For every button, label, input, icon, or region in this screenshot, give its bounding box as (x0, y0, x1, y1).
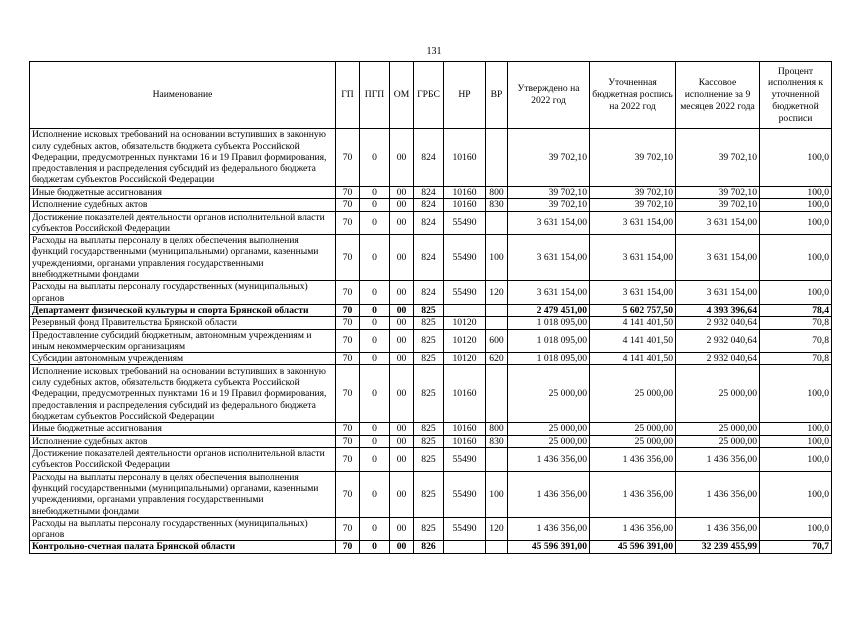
cell-refined: 39 702,10 (590, 199, 676, 211)
cell-grbs: 824 (414, 129, 444, 187)
cell-nr: 10120 (444, 317, 486, 329)
cell-om: 00 (390, 448, 414, 472)
cell-ppgp: 0 (360, 199, 390, 211)
header-cash: Кассовое исполнение за 9 месяцев 2022 года (676, 62, 760, 129)
cell-cash: 1 436 356,00 (676, 448, 760, 472)
cell-gp: 70 (336, 329, 360, 353)
cell-ppgp: 0 (360, 235, 390, 281)
cell-gp: 70 (336, 365, 360, 423)
cell-cash: 4 393 396,64 (676, 304, 760, 316)
cell-gp: 70 (336, 281, 360, 305)
cell-gp: 70 (336, 448, 360, 472)
cell-gp: 70 (336, 235, 360, 281)
cell-nr: 55490 (444, 517, 486, 541)
cell-name: Расходы на выплаты персоналу в целях обеспечения выполнения функций государственными (муниципальными) органами, казенными учреждениями, органами управления государственными внебюджетными фондами (30, 471, 336, 517)
cell-percent: 100,0 (760, 187, 832, 199)
cell-vr (486, 211, 508, 235)
header-om: ОМ (390, 62, 414, 129)
cell-om: 00 (390, 423, 414, 435)
cell-om: 00 (390, 353, 414, 365)
cell-approved: 1 018 095,00 (508, 353, 590, 365)
cell-approved: 3 631 154,00 (508, 281, 590, 305)
cell-gp: 70 (336, 353, 360, 365)
table-row (30, 448, 832, 472)
cell-gp: 70 (336, 129, 360, 187)
cell-grbs: 824 (414, 187, 444, 199)
cell-nr: 55490 (444, 471, 486, 517)
cell-nr: 10160 (444, 187, 486, 199)
cell-refined: 45 596 391,00 (590, 541, 676, 553)
cell-nr: 10160 (444, 435, 486, 447)
cell-approved: 2 479 451,00 (508, 304, 590, 316)
cell-grbs: 825 (414, 448, 444, 472)
header-gp: ГП (336, 62, 360, 129)
cell-cash: 25 000,00 (676, 435, 760, 447)
cell-grbs: 825 (414, 329, 444, 353)
cell-grbs: 824 (414, 281, 444, 305)
cell-om: 00 (390, 129, 414, 187)
cell-vr: 120 (486, 281, 508, 305)
cell-grbs: 825 (414, 304, 444, 316)
cell-approved: 45 596 391,00 (508, 541, 590, 553)
cell-name: Исполнение исковых требований на основании вступивших в законную силу судебных актов, обязательств бюджета субъекта Российской Федерации, предусмотренных пунктами 16 и 19 Правил формирования, предоставления и распределения субсидий из федерального бюджета бюджетам субъектов Российской Федерации (30, 129, 336, 187)
cell-cash: 25 000,00 (676, 365, 760, 423)
cell-nr: 10160 (444, 129, 486, 187)
header-name: Наименование (30, 62, 336, 129)
cell-refined: 25 000,00 (590, 365, 676, 423)
cell-gp: 70 (336, 517, 360, 541)
cell-percent: 70,8 (760, 353, 832, 365)
cell-vr: 830 (486, 199, 508, 211)
cell-grbs: 824 (414, 235, 444, 281)
cell-percent: 100,0 (760, 211, 832, 235)
cell-grbs: 824 (414, 199, 444, 211)
cell-cash: 3 631 154,00 (676, 211, 760, 235)
cell-name: Исполнение судебных актов (30, 199, 336, 211)
cell-name: Достижение показателей деятельности органов исполнительной власти субъектов Российской Федерации (30, 448, 336, 472)
cell-vr: 100 (486, 235, 508, 281)
cell-om: 00 (390, 304, 414, 316)
cell-ppgp: 0 (360, 281, 390, 305)
cell-refined: 39 702,10 (590, 187, 676, 199)
table-header-row (30, 62, 832, 129)
table-row (30, 329, 832, 353)
cell-om: 00 (390, 517, 414, 541)
cell-refined: 4 141 401,50 (590, 353, 676, 365)
table-row-department (30, 304, 832, 316)
cell-ppgp: 0 (360, 517, 390, 541)
cell-ppgp: 0 (360, 187, 390, 199)
header-percent: Процент исполнения к уточненной бюджетной росписи (760, 62, 832, 129)
table-row (30, 199, 832, 211)
cell-refined: 5 602 757,50 (590, 304, 676, 316)
cell-grbs: 825 (414, 435, 444, 447)
cell-percent: 100,0 (760, 365, 832, 423)
cell-gp: 70 (336, 317, 360, 329)
table-row (30, 317, 832, 329)
cell-ppgp: 0 (360, 329, 390, 353)
table-row-department (30, 541, 832, 553)
cell-name: Резервный фонд Правительства Брянской области (30, 317, 336, 329)
cell-gp: 70 (336, 541, 360, 553)
cell-percent: 70,7 (760, 541, 832, 553)
cell-percent: 78,4 (760, 304, 832, 316)
cell-om: 00 (390, 471, 414, 517)
cell-vr (486, 317, 508, 329)
cell-cash: 25 000,00 (676, 423, 760, 435)
cell-name: Исполнение судебных актов (30, 435, 336, 447)
cell-approved: 1 436 356,00 (508, 448, 590, 472)
cell-grbs: 825 (414, 471, 444, 517)
header-grbs: ГРБС (414, 62, 444, 129)
cell-vr (486, 129, 508, 187)
table-row (30, 211, 832, 235)
cell-om: 00 (390, 435, 414, 447)
table-row (30, 281, 832, 305)
cell-ppgp: 0 (360, 423, 390, 435)
cell-vr (486, 541, 508, 553)
cell-nr: 10160 (444, 423, 486, 435)
cell-approved: 39 702,10 (508, 187, 590, 199)
cell-nr: 10120 (444, 353, 486, 365)
cell-approved: 1 018 095,00 (508, 317, 590, 329)
cell-refined: 3 631 154,00 (590, 235, 676, 281)
cell-vr: 100 (486, 471, 508, 517)
cell-approved: 3 631 154,00 (508, 235, 590, 281)
cell-refined: 25 000,00 (590, 435, 676, 447)
cell-name: Контрольно-счетная палата Брянской области (30, 541, 336, 553)
cell-vr: 600 (486, 329, 508, 353)
cell-cash: 2 932 040,64 (676, 317, 760, 329)
cell-gp: 70 (336, 304, 360, 316)
cell-percent: 100,0 (760, 235, 832, 281)
cell-ppgp: 0 (360, 211, 390, 235)
table-row (30, 423, 832, 435)
cell-percent: 100,0 (760, 517, 832, 541)
cell-gp: 70 (336, 187, 360, 199)
cell-grbs: 825 (414, 317, 444, 329)
cell-nr: 55490 (444, 211, 486, 235)
cell-refined: 1 436 356,00 (590, 517, 676, 541)
cell-om: 00 (390, 365, 414, 423)
cell-vr (486, 365, 508, 423)
cell-name: Иные бюджетные ассигнования (30, 423, 336, 435)
cell-cash: 2 932 040,64 (676, 329, 760, 353)
cell-nr (444, 541, 486, 553)
cell-percent: 70,8 (760, 317, 832, 329)
cell-gp: 70 (336, 423, 360, 435)
cell-om: 00 (390, 541, 414, 553)
cell-percent: 100,0 (760, 435, 832, 447)
cell-gp: 70 (336, 435, 360, 447)
header-refined: Уточненная бюджетная роспись на 2022 год (590, 62, 676, 129)
cell-ppgp: 0 (360, 435, 390, 447)
cell-ppgp: 0 (360, 471, 390, 517)
header-ppgp: ПГП (360, 62, 390, 129)
cell-grbs: 825 (414, 353, 444, 365)
cell-om: 00 (390, 329, 414, 353)
cell-refined: 25 000,00 (590, 423, 676, 435)
cell-ppgp: 0 (360, 129, 390, 187)
cell-vr: 800 (486, 187, 508, 199)
cell-nr: 55490 (444, 281, 486, 305)
cell-percent: 100,0 (760, 471, 832, 517)
cell-gp: 70 (336, 471, 360, 517)
cell-approved: 1 436 356,00 (508, 471, 590, 517)
cell-ppgp: 0 (360, 365, 390, 423)
cell-refined: 3 631 154,00 (590, 281, 676, 305)
cell-approved: 1 018 095,00 (508, 329, 590, 353)
cell-approved: 25 000,00 (508, 423, 590, 435)
cell-percent: 100,0 (760, 281, 832, 305)
cell-om: 00 (390, 281, 414, 305)
cell-grbs: 825 (414, 517, 444, 541)
cell-refined: 3 631 154,00 (590, 211, 676, 235)
header-vr: ВР (486, 62, 508, 129)
cell-vr: 800 (486, 423, 508, 435)
cell-approved: 3 631 154,00 (508, 211, 590, 235)
cell-cash: 3 631 154,00 (676, 235, 760, 281)
cell-cash: 1 436 356,00 (676, 471, 760, 517)
table-row (30, 435, 832, 447)
cell-cash: 39 702,10 (676, 187, 760, 199)
budget-execution-table (29, 61, 832, 554)
cell-refined: 1 436 356,00 (590, 471, 676, 517)
cell-ppgp: 0 (360, 353, 390, 365)
cell-cash: 39 702,10 (676, 129, 760, 187)
header-nr: НР (444, 62, 486, 129)
cell-approved: 25 000,00 (508, 365, 590, 423)
cell-vr: 120 (486, 517, 508, 541)
cell-refined: 1 436 356,00 (590, 448, 676, 472)
table-row (30, 129, 832, 187)
cell-cash: 32 239 455,99 (676, 541, 760, 553)
cell-approved: 39 702,10 (508, 129, 590, 187)
page-number: 131 (426, 46, 442, 57)
table-row (30, 187, 832, 199)
cell-om: 00 (390, 211, 414, 235)
cell-ppgp: 0 (360, 317, 390, 329)
cell-nr: 10160 (444, 365, 486, 423)
table-row (30, 365, 832, 423)
cell-cash: 3 631 154,00 (676, 281, 760, 305)
cell-percent: 100,0 (760, 423, 832, 435)
table-row (30, 471, 832, 517)
cell-percent: 100,0 (760, 129, 832, 187)
cell-ppgp: 0 (360, 304, 390, 316)
table-row (30, 517, 832, 541)
cell-grbs: 826 (414, 541, 444, 553)
table-row (30, 353, 832, 365)
cell-refined: 4 141 401,50 (590, 317, 676, 329)
cell-om: 00 (390, 317, 414, 329)
cell-om: 00 (390, 199, 414, 211)
cell-om: 00 (390, 187, 414, 199)
cell-ppgp: 0 (360, 448, 390, 472)
cell-name: Предоставление субсидий бюджетным, автономным учреждениям и иным некоммерческим организациям (30, 329, 336, 353)
cell-vr (486, 304, 508, 316)
cell-cash: 39 702,10 (676, 199, 760, 211)
cell-nr: 55490 (444, 448, 486, 472)
cell-vr (486, 448, 508, 472)
cell-gp: 70 (336, 199, 360, 211)
cell-om: 00 (390, 235, 414, 281)
cell-nr: 55490 (444, 235, 486, 281)
cell-nr: 10160 (444, 199, 486, 211)
cell-cash: 1 436 356,00 (676, 517, 760, 541)
cell-name: Расходы на выплаты персоналу государственных (муниципальных) органов (30, 281, 336, 305)
cell-approved: 25 000,00 (508, 435, 590, 447)
cell-grbs: 824 (414, 211, 444, 235)
cell-grbs: 825 (414, 423, 444, 435)
cell-name: Исполнение исковых требований на основании вступивших в законную силу судебных актов, обязательств бюджета субъекта Российской Федерации, предусмотренных пунктами 16 и 19 Правил формирования, предоставления и распределения субсидий из федерального бюджета бюджетам субъектов Российской Федерации (30, 365, 336, 423)
cell-approved: 39 702,10 (508, 199, 590, 211)
cell-nr: 10120 (444, 329, 486, 353)
cell-name: Субсидии автономным учреждениям (30, 353, 336, 365)
cell-percent: 100,0 (760, 199, 832, 211)
cell-name: Департамент физической культуры и спорта Брянской области (30, 304, 336, 316)
cell-percent: 100,0 (760, 448, 832, 472)
cell-name: Расходы на выплаты персоналу в целях обеспечения выполнения функций государственными (муниципальными) органами, казенными учреждениями, органами управления государственными внебюджетными фондами (30, 235, 336, 281)
cell-refined: 39 702,10 (590, 129, 676, 187)
header-approved: Утверждено на 2022 год (508, 62, 590, 129)
cell-refined: 4 141 401,50 (590, 329, 676, 353)
cell-gp: 70 (336, 211, 360, 235)
cell-percent: 70,8 (760, 329, 832, 353)
cell-name: Расходы на выплаты персоналу государственных (муниципальных) органов (30, 517, 336, 541)
cell-name: Иные бюджетные ассигнования (30, 187, 336, 199)
cell-vr: 620 (486, 353, 508, 365)
cell-name: Достижение показателей деятельности органов исполнительной власти субъектов Российской Федерации (30, 211, 336, 235)
cell-grbs: 825 (414, 365, 444, 423)
cell-vr: 830 (486, 435, 508, 447)
cell-ppgp: 0 (360, 541, 390, 553)
cell-nr (444, 304, 486, 316)
cell-cash: 2 932 040,64 (676, 353, 760, 365)
cell-approved: 1 436 356,00 (508, 517, 590, 541)
table-row (30, 235, 832, 281)
